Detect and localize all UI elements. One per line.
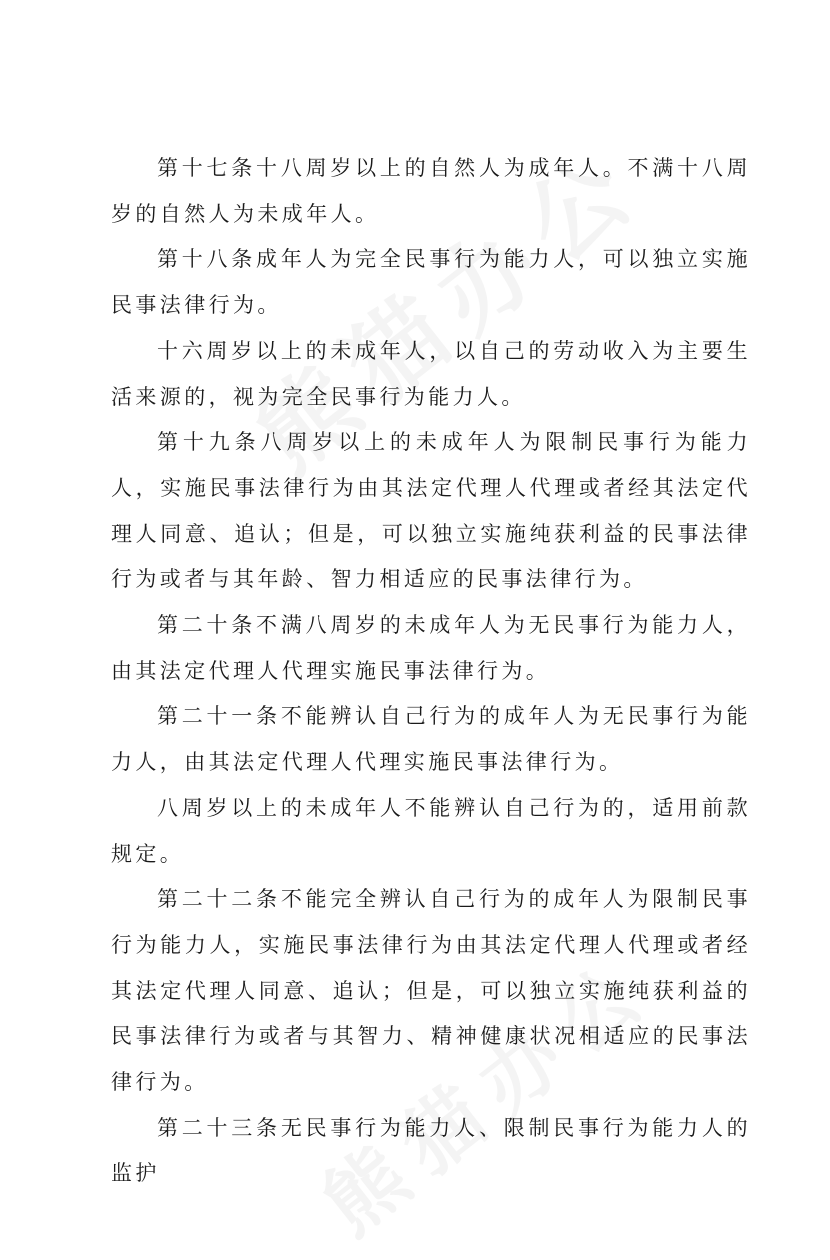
paragraph-article-23: 第二十三条无民事行为能力人、限制民事行为能力人的监护 bbox=[111, 1115, 751, 1186]
paragraph-article-22: 第二十二条不能完全辨认自己行为的成年人为限制民事行为能力人，实施民事法律行为由其法定代理人代理或者经其法定代理人同意、追认；但是，可以独立实施纯获利益的民事法律行为或者与其智力、精神健康状况相适应的民事法律行为。 bbox=[111, 887, 751, 1095]
document-body bbox=[111, 146, 751, 1197]
paragraph-article-20: 第二十条不满八周岁的未成年人为无民事行为能力人，由其法定代理人代理实施民事法律行为。 bbox=[111, 613, 751, 683]
paragraph-article-19: 第十九条八周岁以上的未成年人为限制民事行为能力人，实施民事法律行为由其法定代理人代理或者经其法定代理人同意、追认；但是，可以独立实施纯获利益的民事法律行为或者与其年龄、智力相适应的民事法律行为。 bbox=[111, 430, 751, 592]
paragraph-article-18-clause-2: 十六周岁以上的未成年人，以自己的劳动收入为主要生活来源的，视为完全民事行为能力人。 bbox=[111, 338, 751, 409]
paragraph-article-21: 第二十一条不能辨认自己行为的成年人为无民事行为能力人，由其法定代理人代理实施民事法律行为。 bbox=[111, 704, 751, 775]
paragraph-article-21-clause-2: 八周岁以上的未成年人不能辨认自己行为的，适用前款规定。 bbox=[111, 795, 751, 866]
paragraph-article-18: 第十八条成年人为完全民事行为能力人，可以独立实施民事法律行为。 bbox=[111, 247, 751, 318]
paragraph-article-17: 第十七条十八周岁以上的自然人为成年人。不满十八周岁的自然人为未成年人。 bbox=[111, 156, 751, 226]
